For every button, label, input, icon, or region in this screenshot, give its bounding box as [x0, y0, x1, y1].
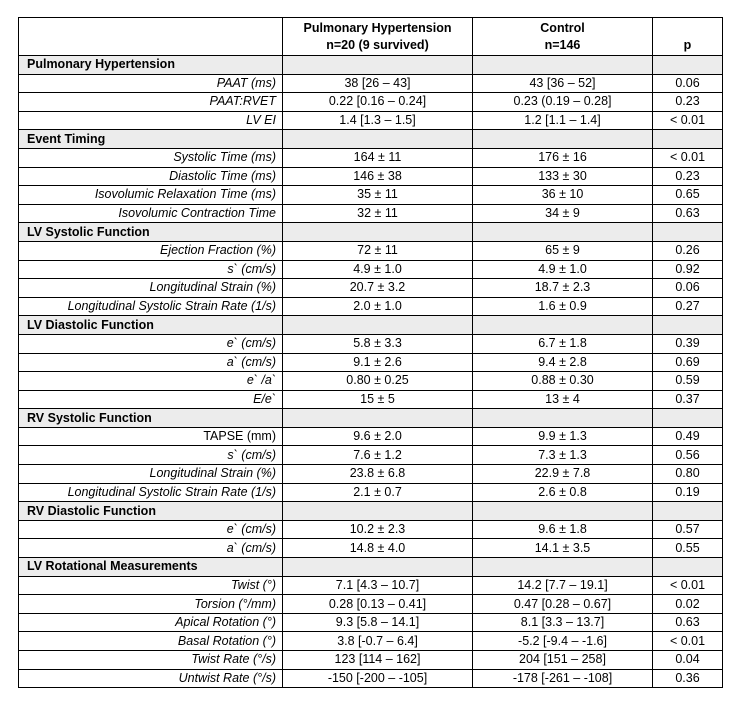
section-empty-cell	[653, 316, 723, 335]
table-row	[19, 465, 723, 484]
table-row	[19, 241, 723, 260]
table-row	[19, 613, 723, 632]
table-row	[19, 353, 723, 372]
control-value: 4.9 ± 1.0	[473, 260, 653, 279]
row-label: LV EI	[19, 111, 283, 130]
ph-value: 7.6 ± 1.2	[283, 446, 473, 465]
p-value: 0.63	[653, 204, 723, 223]
section-empty-cell	[283, 56, 473, 75]
table-row	[19, 427, 723, 446]
header-p: p	[653, 18, 723, 56]
section-empty-cell	[653, 130, 723, 149]
row-label: E/e`	[19, 390, 283, 409]
table-row	[19, 539, 723, 558]
ph-value: 72 ± 11	[283, 241, 473, 260]
control-value: 65 ± 9	[473, 241, 653, 260]
p-value: 0.57	[653, 520, 723, 539]
header-control-title: Control	[540, 21, 585, 35]
row-label: Longitudinal Strain (%)	[19, 465, 283, 484]
ph-value: 32 ± 11	[283, 204, 473, 223]
p-value: < 0.01	[653, 111, 723, 130]
control-value: 0.23 (0.19 – 0.28]	[473, 93, 653, 112]
table-row	[19, 520, 723, 539]
row-label: s` (cm/s)	[19, 446, 283, 465]
p-value: 0.23	[653, 93, 723, 112]
ph-value: 35 ± 11	[283, 186, 473, 205]
ph-value: 0.22 [0.16 – 0.24]	[283, 93, 473, 112]
header-ph-n: n=20 (9 survived)	[326, 38, 429, 52]
table-row	[19, 186, 723, 205]
control-value: 34 ± 9	[473, 204, 653, 223]
p-value: 0.55	[653, 539, 723, 558]
p-value: 0.69	[653, 353, 723, 372]
p-value: 0.06	[653, 74, 723, 93]
header-control-n: n=146	[544, 38, 581, 52]
ph-value: 9.1 ± 2.6	[283, 353, 473, 372]
section-empty-cell	[473, 502, 653, 521]
p-value: 0.23	[653, 167, 723, 186]
section-empty-cell	[473, 558, 653, 577]
ph-value: 3.8 [-0.7 – 6.4]	[283, 632, 473, 651]
control-value: 14.1 ± 3.5	[473, 539, 653, 558]
p-value: 0.19	[653, 483, 723, 502]
p-value: 0.65	[653, 186, 723, 205]
section-empty-cell	[473, 130, 653, 149]
row-label: a` (cm/s)	[19, 353, 283, 372]
table-row	[19, 93, 723, 112]
section-empty-cell	[473, 409, 653, 428]
table-row	[19, 204, 723, 223]
section-empty-cell	[653, 558, 723, 577]
control-value: -178 [-261 – -108]	[473, 669, 653, 688]
row-label: Systolic Time (ms)	[19, 148, 283, 167]
table-row	[19, 632, 723, 651]
table-row	[19, 651, 723, 670]
control-value: 204 [151 – 258]	[473, 651, 653, 670]
table-row	[19, 576, 723, 595]
control-value: 43 [36 – 52]	[473, 74, 653, 93]
row-label: PAAT (ms)	[19, 74, 283, 93]
ph-value: 2.1 ± 0.7	[283, 483, 473, 502]
control-value: 36 ± 10	[473, 186, 653, 205]
table-row	[19, 334, 723, 353]
table-row	[19, 446, 723, 465]
section-row	[19, 558, 723, 577]
table-row	[19, 167, 723, 186]
row-label: Longitudinal Strain (%)	[19, 279, 283, 298]
ph-value: -150 [-200 – -105]	[283, 669, 473, 688]
control-value: 14.2 [7.7 – 19.1]	[473, 576, 653, 595]
ph-value: 7.1 [4.3 – 10.7]	[283, 576, 473, 595]
p-value: < 0.01	[653, 576, 723, 595]
ph-value: 38 [26 – 43]	[283, 74, 473, 93]
control-value: 2.6 ± 0.8	[473, 483, 653, 502]
ph-value: 164 ± 11	[283, 148, 473, 167]
control-value: 1.2 [1.1 – 1.4]	[473, 111, 653, 130]
table-row	[19, 111, 723, 130]
section-empty-cell	[653, 56, 723, 75]
section-empty-cell	[653, 409, 723, 428]
row-label: s` (cm/s)	[19, 260, 283, 279]
section-row	[19, 502, 723, 521]
section-title: LV Rotational Measurements	[19, 558, 283, 577]
control-value: 133 ± 30	[473, 167, 653, 186]
control-value: 13 ± 4	[473, 390, 653, 409]
control-value: 7.3 ± 1.3	[473, 446, 653, 465]
section-row	[19, 409, 723, 428]
section-title: LV Systolic Function	[19, 223, 283, 242]
p-value: 0.56	[653, 446, 723, 465]
header-row	[19, 18, 723, 56]
table-row	[19, 390, 723, 409]
control-value: 0.88 ± 0.30	[473, 372, 653, 391]
p-value: 0.02	[653, 595, 723, 614]
ph-value: 9.3 [5.8 – 14.1]	[283, 613, 473, 632]
row-label: Isovolumic Relaxation Time (ms)	[19, 186, 283, 205]
ph-value: 5.8 ± 3.3	[283, 334, 473, 353]
section-empty-cell	[283, 316, 473, 335]
p-value: 0.92	[653, 260, 723, 279]
section-row	[19, 130, 723, 149]
row-label: Longitudinal Systolic Strain Rate (1/s)	[19, 297, 283, 316]
section-row	[19, 316, 723, 335]
row-label: Diastolic Time (ms)	[19, 167, 283, 186]
ph-value: 23.8 ± 6.8	[283, 465, 473, 484]
section-title: Event Timing	[19, 130, 283, 149]
header-empty-cell	[19, 18, 283, 56]
p-value: 0.59	[653, 372, 723, 391]
section-row	[19, 56, 723, 75]
row-label: Torsion (°/mm)	[19, 595, 283, 614]
control-value: 176 ± 16	[473, 148, 653, 167]
p-value: < 0.01	[653, 632, 723, 651]
section-title: Pulmonary Hypertension	[19, 56, 283, 75]
row-label: e` /a`	[19, 372, 283, 391]
section-empty-cell	[283, 502, 473, 521]
row-label: a` (cm/s)	[19, 539, 283, 558]
section-empty-cell	[283, 558, 473, 577]
row-label: Isovolumic Contraction Time	[19, 204, 283, 223]
p-value: 0.63	[653, 613, 723, 632]
control-value: 22.9 ± 7.8	[473, 465, 653, 484]
p-value: 0.04	[653, 651, 723, 670]
row-label: Longitudinal Systolic Strain Rate (1/s)	[19, 483, 283, 502]
row-label: e` (cm/s)	[19, 520, 283, 539]
control-value: 6.7 ± 1.8	[473, 334, 653, 353]
ph-value: 2.0 ± 1.0	[283, 297, 473, 316]
p-value: 0.49	[653, 427, 723, 446]
section-empty-cell	[473, 223, 653, 242]
section-empty-cell	[473, 316, 653, 335]
table-row	[19, 669, 723, 688]
section-empty-cell	[653, 223, 723, 242]
header-control	[473, 18, 653, 56]
ph-value: 14.8 ± 4.0	[283, 539, 473, 558]
p-value: 0.06	[653, 279, 723, 298]
ph-value: 0.80 ± 0.25	[283, 372, 473, 391]
p-value: 0.36	[653, 669, 723, 688]
control-value: 8.1 [3.3 – 13.7]	[473, 613, 653, 632]
control-value: 9.4 ± 2.8	[473, 353, 653, 372]
table-row	[19, 74, 723, 93]
row-label: Untwist Rate (°/s)	[19, 669, 283, 688]
ph-value: 10.2 ± 2.3	[283, 520, 473, 539]
section-empty-cell	[283, 130, 473, 149]
ph-value: 123 [114 – 162]	[283, 651, 473, 670]
control-value: 18.7 ± 2.3	[473, 279, 653, 298]
section-title: RV Diastolic Function	[19, 502, 283, 521]
ph-value: 146 ± 38	[283, 167, 473, 186]
table-row	[19, 148, 723, 167]
results-table	[18, 17, 723, 688]
control-value: 9.6 ± 1.8	[473, 520, 653, 539]
table-row	[19, 595, 723, 614]
control-value: 0.47 [0.28 – 0.67]	[473, 595, 653, 614]
p-value: 0.27	[653, 297, 723, 316]
ph-value: 4.9 ± 1.0	[283, 260, 473, 279]
control-value: 9.9 ± 1.3	[473, 427, 653, 446]
table-row	[19, 483, 723, 502]
control-value: -5.2 [-9.4 – -1.6]	[473, 632, 653, 651]
table-row	[19, 279, 723, 298]
section-empty-cell	[653, 502, 723, 521]
ph-value: 20.7 ± 3.2	[283, 279, 473, 298]
section-title: RV Systolic Function	[19, 409, 283, 428]
table-body	[19, 56, 723, 688]
header-ph	[283, 18, 473, 56]
section-title: LV Diastolic Function	[19, 316, 283, 335]
p-value: 0.80	[653, 465, 723, 484]
p-value: 0.39	[653, 334, 723, 353]
table-row	[19, 372, 723, 391]
control-value: 1.6 ± 0.9	[473, 297, 653, 316]
row-label: e` (cm/s)	[19, 334, 283, 353]
table-row	[19, 297, 723, 316]
section-row	[19, 223, 723, 242]
section-empty-cell	[283, 409, 473, 428]
row-label: Ejection Fraction (%)	[19, 241, 283, 260]
p-value: < 0.01	[653, 148, 723, 167]
table-row	[19, 260, 723, 279]
row-label: Twist Rate (°/s)	[19, 651, 283, 670]
row-label: PAAT:RVET	[19, 93, 283, 112]
p-value: 0.37	[653, 390, 723, 409]
ph-value: 0.28 [0.13 – 0.41]	[283, 595, 473, 614]
row-label: Twist (°)	[19, 576, 283, 595]
p-value: 0.26	[653, 241, 723, 260]
section-empty-cell	[473, 56, 653, 75]
ph-value: 1.4 [1.3 – 1.5]	[283, 111, 473, 130]
section-empty-cell	[283, 223, 473, 242]
row-label: Apical Rotation (°)	[19, 613, 283, 632]
row-label: TAPSE (mm)	[19, 427, 283, 446]
ph-value: 9.6 ± 2.0	[283, 427, 473, 446]
ph-value: 15 ± 5	[283, 390, 473, 409]
header-ph-title: Pulmonary Hypertension	[303, 21, 452, 35]
row-label: Basal Rotation (°)	[19, 632, 283, 651]
